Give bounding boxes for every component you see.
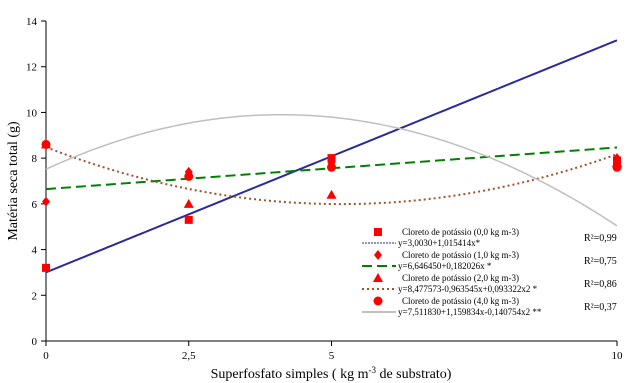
legend-marker-series-2: [374, 250, 382, 260]
y-axis-ticks: [26, 16, 46, 348]
legend-r2-series-4: R²=0,37: [584, 302, 617, 313]
y-tick-label: 4: [31, 244, 37, 257]
x-axis-label: [211, 365, 452, 382]
x-axis-ticks: [43, 341, 623, 362]
x-tick-label: 2,5: [181, 350, 196, 362]
legend-r2-series-3: R²=0,86: [584, 279, 617, 290]
legend-equation-series-2: y=6,646450+0,182026x *: [398, 261, 492, 271]
data-point-series-4: [613, 163, 622, 172]
y-tick-label: 0: [31, 336, 37, 348]
legend-equation-series-1: y=3,0030+1,015414x*: [398, 238, 481, 248]
x-tick-label: 5: [328, 350, 335, 362]
y-axis-label: Matéria seca total (g): [6, 121, 21, 241]
legend-equation-series-4: y=7,511830+1,159834x-0,140754x2 **: [398, 307, 542, 317]
legend-marker-series-1: [374, 228, 382, 236]
legend-label-series-4: Cloreto de potássio (4,0 kg m-3): [402, 296, 519, 306]
data-point-series-3: [184, 199, 194, 208]
legend-r2-series-2: R²=0,75: [584, 256, 617, 267]
legend-equation-series-3: y=8,477573-0,963545x+0,093322x2 *: [398, 284, 538, 294]
data-point-series-1: [42, 264, 50, 272]
x-axis-label-part1: Superfosfato simples ( kg m: [210, 367, 369, 382]
x-axis-label-exponent: -3: [368, 365, 376, 375]
x-axis-label-part2: de substrato): [375, 367, 452, 382]
y-tick-label: 6: [31, 198, 37, 211]
data-point-series-1: [185, 216, 193, 224]
data-point-series-4: [42, 140, 51, 149]
y-tick-label: 10: [26, 107, 37, 120]
legend-label-series-1: Cloreto de potássio (0,0 kg m-3): [402, 227, 519, 237]
data-point-series-2: [42, 197, 50, 207]
data-point-series-3: [327, 190, 337, 199]
legend-r2-series-1: R²=0,99: [584, 233, 617, 244]
x-tick-label: 10: [611, 350, 623, 362]
data-point-series-4: [327, 163, 336, 172]
y-tick-label: 2: [31, 290, 37, 303]
legend-marker-series-3: [373, 273, 383, 282]
legend-label-series-2: Cloreto de potássio (1,0 kg m-3): [402, 250, 519, 260]
data-point-series-4: [184, 172, 193, 181]
y-tick-label: 14: [26, 16, 37, 28]
x-tick-label: 0: [43, 350, 49, 362]
legend: [362, 227, 617, 317]
legend-label-series-3: Cloreto de potássio (2,0 kg m-3): [402, 273, 519, 283]
legend-marker-series-4: [374, 297, 383, 306]
y-tick-label: 12: [26, 61, 37, 74]
y-tick-label: 8: [31, 153, 37, 166]
data-markers: [41, 139, 622, 271]
